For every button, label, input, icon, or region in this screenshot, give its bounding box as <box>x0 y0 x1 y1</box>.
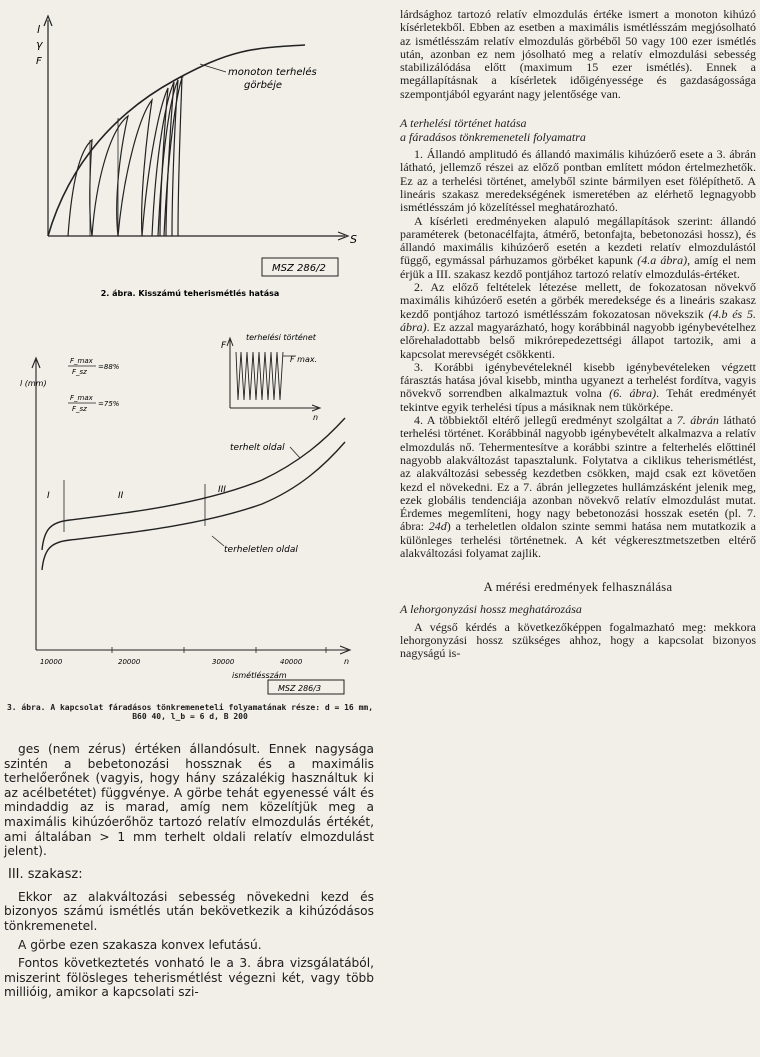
fig3-inset-signal <box>236 352 283 400</box>
figure-2 <box>0 0 380 300</box>
fig3-loaded-side: terhelt oldal <box>230 443 285 453</box>
fig3-ratio1-num: F_max <box>70 357 93 365</box>
fig3-inset-n: n <box>313 413 319 422</box>
fig3-roman-2: II <box>118 491 124 501</box>
section-heading-results: A mérési eredmények felhasználása <box>483 580 673 595</box>
fig3-caption: 3. ábra. A kapcsolat fáradásos tönkremeneteli folyamatának része: d = 16 mm, B60 40, l_b = 6 d, B 200 <box>6 703 374 721</box>
right-column <box>400 8 756 661</box>
fig3-y-label: l (mm) <box>20 379 47 388</box>
fig3-inset-title: terhelési történet <box>246 333 316 342</box>
left-paragraph-4: Fontos következtetés vonható le a 3. ábra vizsgálatából, miszerint fölösleges teherismétlést végezni két, vagy több millióig, amikor a kapcsolati szi- <box>4 956 374 1000</box>
fig2-y-label-f: F <box>36 56 42 67</box>
fig2-stamp: MSZ 286/2 <box>272 263 326 274</box>
fig2-y-label-l: l <box>37 23 41 36</box>
fig3-unloaded-side: terheletlen oldal <box>224 545 298 555</box>
section-heading-iii: III. szakasz: <box>8 866 83 882</box>
fig3-ratio2-den: F_sz <box>72 405 87 413</box>
fig3-roman-1: I <box>47 491 50 501</box>
fig2-curve-label-1: monoton terhelés <box>228 67 317 78</box>
right-paragraph-2: A kísérleti eredményeken alapuló megállapítások szerint: állandó paraméterek (betonacélfajta, átmérő, betonfajta, bebetonozási hossz), és állandó maximális kihúzóerő esetén a kezdeti relatív elmozdulástól függő, egymással párhuzamos görbéket kapunk (4.a ábra), amíg el nem érjük a III. szakasz kezdő pontjához tartozó relatív elmozdulás-értéket. <box>400 213 756 281</box>
left-paragraph-3: A görbe ezen szakasza konvex lefutású. <box>18 937 262 952</box>
left-paragraph-2: Ekkor az alakváltozási sebesség növekedni kezd és bizonyos számú ismétlés után bekövetkezik a kihúzódásos tönkremenetel. <box>4 889 374 933</box>
fig3-ratio1-val: =88% <box>98 363 120 371</box>
left-body-text <box>4 742 374 1000</box>
fig3-x-tick-3: 30000 <box>212 658 235 666</box>
right-paragraph-3: 2. Az előző feltételek létezése mellett, de fokozatosan növekvő maximális kihúzóerő esetén a görbék meredeksége és a lineáris szakasz kezdő pontjához tartozó ismétlésszám fokozatosan növekszik (4.b és 5. ábra). Ez azzal magyarázható, hogy korábbinál nagyobb igénybevételhez előrehaladottabb belső mikrórepedezettségi állapot tartozik, ami a kapcsolat merevségét csökkenti. <box>400 280 756 361</box>
right-paragraph-6: A végső kérdés a következőképpen fogalmazható meg: mekkora lehorgonyzási hossz szükséges ahhoz, hogy a kapcsolat bizonyos nagyságú is- <box>400 619 756 661</box>
fig3-x-label: ismétlésszám <box>232 671 287 680</box>
fig2-x-label: S <box>350 233 357 246</box>
right-paragraph-4: 3. Korábbi igénybevételeknél kisebb igénybevételeken végzett fárasztás hatása jóval kisebb, mintha ugyanezt a terhelést fordítva, vagyis növekvő sorrendben alkalmaztuk volna (6. ábra). Tehát eredményét tekintve egyik terhelési típus a másiknak nem tükörképe. <box>400 359 756 414</box>
fig3-inset-f: F <box>221 341 227 351</box>
right-paragraph-5: 4. A többiektől eltérő jellegű eredményt szolgáltat a 7. ábrán látható terhelési történet. Korábbinál nagyobb igénybevételt alkalmazva a relatív elmozdulás nő. Tehermentesítve a korábbi szintre a felterhelés előttinél nagyobb alakváltozást tapasztalunk. Folytatva a ciklikus teherismétlést, az alakváltozási sebesség kezdetben csökken, majd csak ezt követően kezd el növekedni. Ez a 7. ábrán jellegzetes hullámzásként jelenik meg, ezek globális tendenciája azonban növekvő relatív elmozdulást mutat. Érdemes megemlíteni, hogy nagy bebetonozási hosszak esetén (pl. 7. ábra: 24d) a terheletlen oldalon szinte semmi hatása nem mutatkozik a különleges terhelési történetnek. A két végkeresztmetszetben eltérő alakváltozási folyamat zajlik. <box>400 413 757 560</box>
fig3-x-tick-1: 10000 <box>40 658 63 666</box>
fig3-x-n: n <box>344 657 350 666</box>
fig3-ratio1-den: F_sz <box>72 368 87 376</box>
fig3-x-tick-4: 40000 <box>280 658 303 666</box>
fig3-ratio2-num: F_max <box>70 394 93 402</box>
fig3-x-tick-2: 20000 <box>118 658 141 666</box>
fig2-caption: 2. ábra. Kisszámú teherismétlés hatása <box>100 289 280 298</box>
fig2-load-loops <box>68 78 182 236</box>
fig3-stamp: MSZ 286/3 <box>278 684 322 693</box>
section-heading-load-history: A terhelési történet hatása a fáradásos tönkremeneteli folyamatra <box>400 116 586 144</box>
fig2-curve-label-2: görbéje <box>244 80 283 91</box>
fig3-inset-fmax: F max. <box>290 355 318 364</box>
fig2-y-label-gamma: γ <box>36 38 43 51</box>
right-paragraph-1: 1. Állandó amplitudó és állandó maximális kihúzóerő esete a 3. ábrán látható, jellemző részei az előző pontban említett módon értelmezhetők. Ez az a terhelési történet, amelyből szinte bármilyen eset fölépíthető. A lineáris szakasz meredekségének ismeretében az elérhető legnagyobb ismétlésszám jó közelítéssel meghatározható. <box>400 147 756 215</box>
fig3-ratio2-val: =75% <box>98 400 120 408</box>
fig3-unloaded-curve <box>42 442 345 570</box>
section-heading-anchorage: A lehorgonyzási hossz meghatározása <box>400 602 582 617</box>
left-paragraph-1: ges (nem zérus) értéken állandósult. Ennek nagysága szintén a bebetonozási hossznak és a maximális terhelőerőnek (vagyis, hogy hány százalékig használtuk ki az acélbetétet) függvénye. A görbe tehát egyenessé vált és mindaddig az is marad, amíg nem közelítjük meg a maximális kihúzóerőhöz tartozó relatív elmozdulás értékét, ami általában > 1 mm terhelt oldali relatív elmozdulást jelent). <box>4 742 374 859</box>
figure-3 <box>0 300 380 720</box>
right-paragraph-0: lárdsághoz tartozó relatív elmozdulás értéke ismert a monoton kihúzó kísérletekből. Ebben az esetben a maximális ismétlésszám megjósolható az ismétlésszám relatív elmozdulás görbéből 50 vagy 100 ezer ismétlés után, azonban ez nem jósolható meg a relatív elmozdulási sebesség stabilizálódása előtt (maximum 15 ezer ismétlés). Ennek a megállapításnak a kísérletek időigényessége és gazdaságossága szempontjából egyaránt nagy jelentősége van. <box>400 7 756 101</box>
fig3-roman-3: III <box>218 485 226 495</box>
